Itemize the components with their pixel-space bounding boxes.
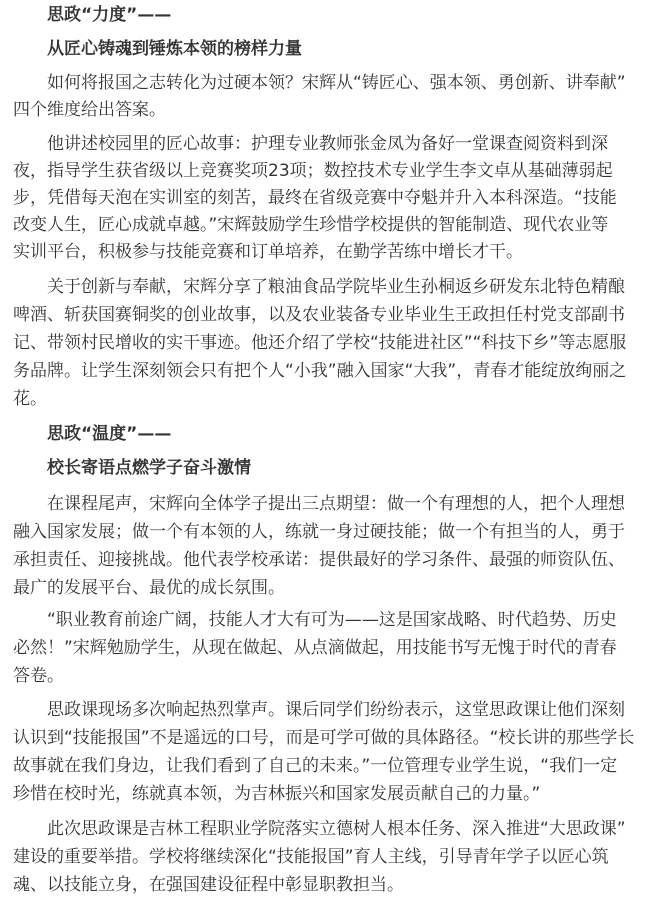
paragraph-line: 夜，指导学生获省级以上竞赛奖项23项；数控技术专业学生李文卓从基础薄弱起 — [13, 161, 613, 181]
paragraph-line: 改变人生，匠心成就卓越。”宋辉鼓励学生珍惜学校提供的智能制造、现代农业等 — [13, 215, 609, 235]
section-subheading: 校长寄语点燃学子奋斗激情 — [13, 458, 251, 478]
section-heading: 思政“力度”—— — [13, 5, 172, 25]
paragraph-line: 务品牌。让学生深刻领会只有把个人“小我”融入国家“大我”，青春才能绽放绚丽之 — [13, 361, 627, 381]
paragraph-line: “职业教育前途广阔，技能人才大有可为——这是国家战略、时代趋势、历史 — [13, 610, 617, 630]
paragraph-line: 建设的重要举措。学校将继续深化“技能报国”育人主线，引导青年学子以匠心筑 — [13, 847, 609, 867]
paragraph-line: 最广的发展平台、最优的成长氛围。 — [13, 578, 285, 598]
paragraph-line: 他讲述校园里的匠心故事：护理专业教师张金凤为备好一堂课查阅资料到深 — [13, 134, 608, 154]
section-subheading: 从匠心铸魂到锤炼本领的榜样力量 — [13, 39, 302, 59]
paragraph-line: 承担责任、迎接挑战。他代表学校承诺：提供最好的学习条件、最强的师资队伍、 — [13, 550, 625, 570]
paragraph-line: 啤酒、斩获国赛铜奖的创业故事，以及农业装备专业毕业生王政担任村党支部副书 — [13, 305, 625, 325]
paragraph-line: 故事就在我们身边，让我们看到了自己的未来。”一位管理专业学生说，“我们一定 — [13, 756, 618, 776]
paragraph-line: 思政课现场多次响起热烈掌声。课后同学们纷纷表示，这堂思政课让他们深刻 — [13, 700, 625, 720]
paragraph-line: 珍惜在校时光，练就真本领，为吉林振兴和国家发展贡献自己的力量。” — [13, 784, 541, 804]
paragraph-line: 此次思政课是吉林工程职业学院落实立德树人根本任务、深入推进“大思政课” — [13, 819, 626, 839]
paragraph-line: 魂、以技能立身，在强国建设征程中彰显职教担当。 — [13, 875, 404, 895]
paragraph-line: 实训平台，积极参与技能竞赛和订单培养，在勤学苦练中增长才干。 — [13, 242, 523, 262]
paragraph-line: 步，凭借每天泡在实训室的刻苦，最终在省级竞赛中夺魁并升入本科深造。“技能 — [13, 188, 617, 208]
section-heading: 思政“温度”—— — [13, 424, 172, 444]
paragraph-line: 关于创新与奉献，宋辉分享了粮油食品学院毕业生孙桐返乡研发东北特色精酿 — [13, 277, 625, 297]
paragraph-line: 如何将报国之志转化为过硬本领？宋辉从“铸匠心、强本领、勇创新、讲奉献” — [13, 73, 626, 93]
paragraph-line: 在课程尾声，宋辉向全体学子提出三点期望：做一个有理想的人，把个人理想 — [13, 494, 625, 514]
paragraph-line: 四个维度给出答案。 — [13, 100, 166, 120]
paragraph-line: 答卷。 — [13, 666, 64, 686]
paragraph-line: 记、带领村民增收的实干事迹。他还介绍了学校“技能进社区”“科技下乡”等志愿服 — [13, 333, 627, 353]
paragraph-line: 融入国家发展；做一个有本领的人，练就一身过硬技能；做一个有担当的人，勇于 — [13, 522, 625, 542]
paragraph-line: 花。 — [13, 389, 47, 409]
paragraph-line: 认识到“技能报国”不是遥远的口号，而是可学可做的具体路径。“校长讲的那些学长 — [13, 728, 635, 748]
paragraph-line: 必然！”宋辉勉励学生，从现在做起、从点滴做起，用技能书写无愧于时代的青春 — [13, 638, 617, 658]
